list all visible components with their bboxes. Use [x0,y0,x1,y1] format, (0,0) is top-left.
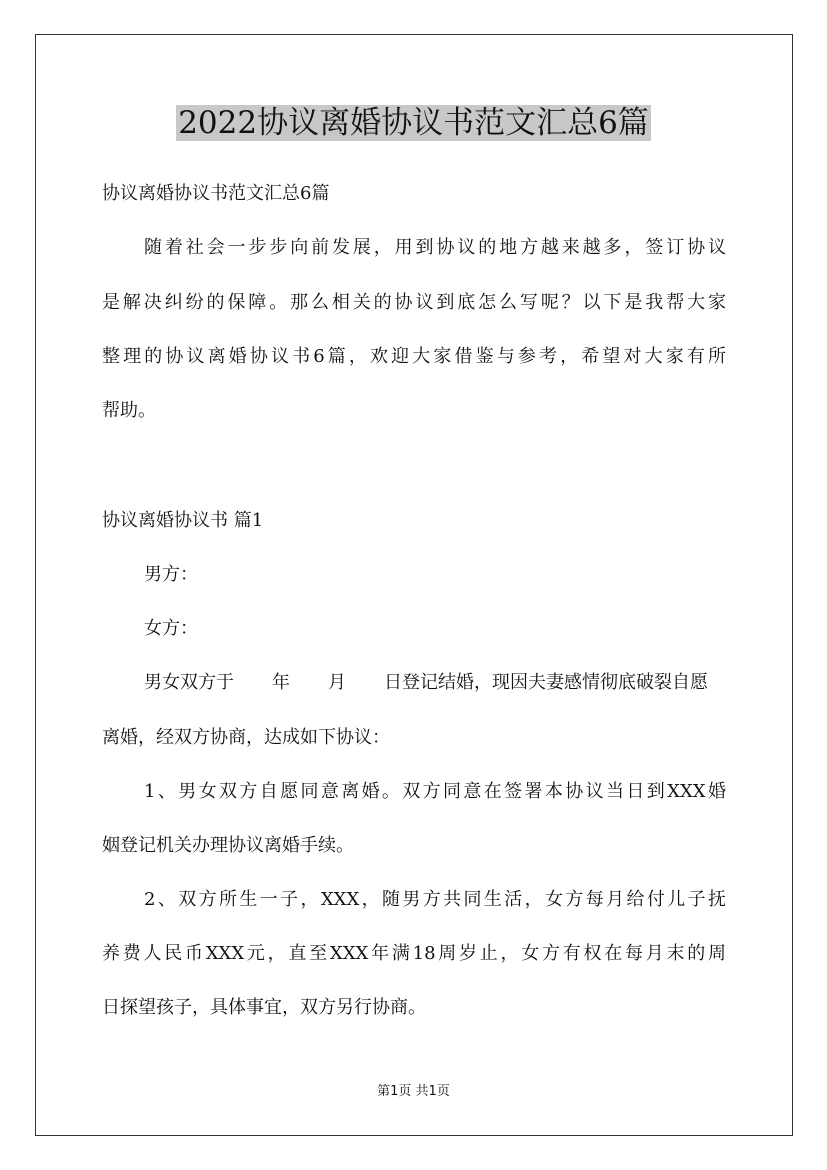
marriage-line-2: 离婚，经双方协商，达成如下协议： [102,727,390,748]
clause-1-line-2: 姻登记机关办理协议离婚手续。 [102,835,354,856]
marriage-suffix: 日登记结婚，现因夫妻感情彻底破裂自愿 [384,672,708,693]
page-footer: 第1页 共1页 [377,1084,450,1099]
male-party-label: 男方： [144,564,198,585]
intro-line-4: 帮助。 [102,400,156,421]
intro-line-2: 是解决纠纷的保障。那么相关的协议到底怎么写呢？以下是我帮大家 [102,292,726,313]
intro-line-1: 随着社会一步步向前发展，用到协议的地方越来越多，签订协议 [144,237,726,258]
clause-2-line-1: 2、双方所生一子，XXX，随男方共同生活，女方每月给付儿子抚 [144,889,726,910]
intro-line-3: 整理的协议离婚协议书6篇，欢迎大家借鉴与参考，希望对大家有所 [102,346,726,367]
section-heading: 协议离婚协议书 篇1 [102,510,264,531]
marriage-month: 月 [328,672,346,693]
clause-1-line-1: 1、男女双方自愿同意离婚。双方同意在签署本协议当日到XXX婚 [144,781,726,802]
document-title-text: 2022协议离婚协议书范文汇总6篇 [178,105,649,141]
document-subtitle: 协议离婚协议书范文汇总6篇 [102,183,330,204]
female-party-label: 女方： [144,618,198,639]
clause-2-line-2: 养费人民币XXX元，直至XXX年满18周岁止，女方有权在每月末的周 [102,943,726,964]
clause-2-line-3: 日探望孩子，具体事宜，双方另行协商。 [102,997,426,1018]
document-title [0,99,827,147]
marriage-prefix: 男女双方于 [144,672,234,693]
marriage-year: 年 [272,672,290,693]
marriage-date-line [144,670,708,696]
